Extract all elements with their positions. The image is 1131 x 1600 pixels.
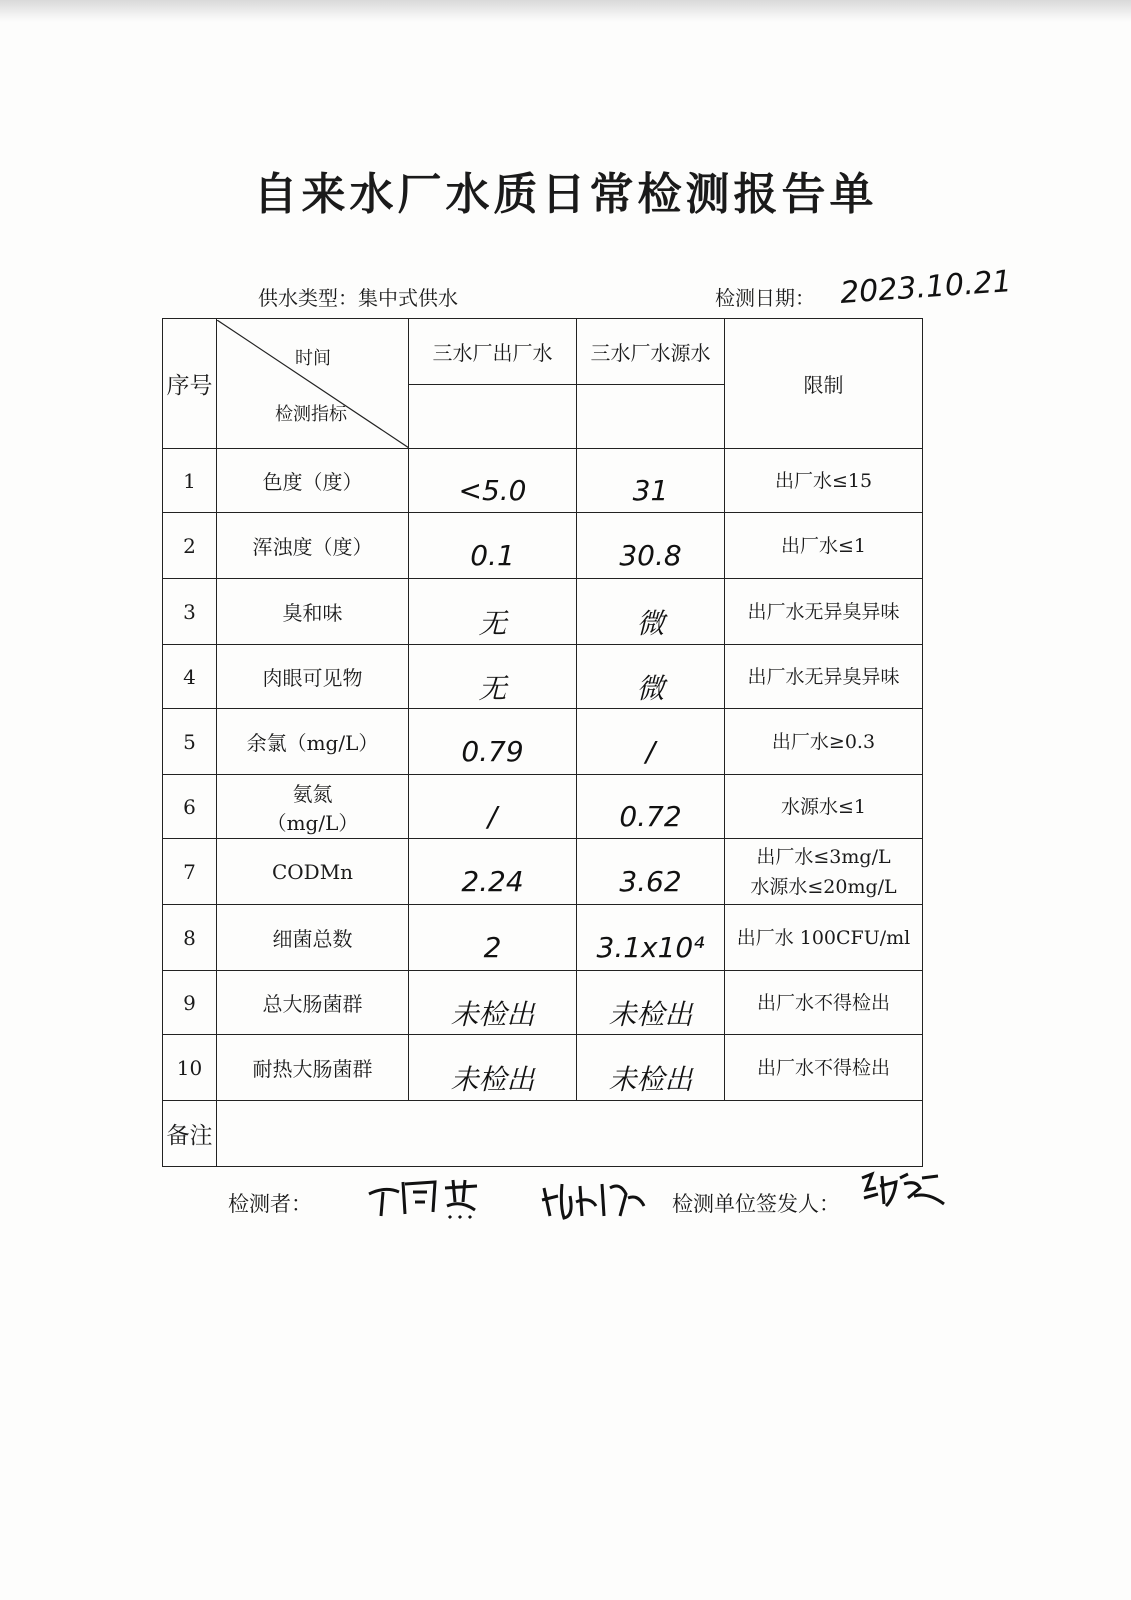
table-row <box>163 579 923 645</box>
indicator-name-line1: 总大肠菌群 <box>262 992 363 1016</box>
remarks-value <box>217 1101 923 1167</box>
indicator-name <box>217 775 409 839</box>
treated-water-value-text: 2.24 <box>461 865 524 898</box>
indicator-name <box>217 839 409 905</box>
row-number: 5 <box>163 709 217 775</box>
limit-cell <box>725 905 923 971</box>
treated-water-value <box>409 645 577 709</box>
row-number: 4 <box>163 645 217 709</box>
tester-label: 检测者： <box>228 1192 312 1216</box>
limit-cell <box>725 971 923 1035</box>
header-indicator: 检测指标 <box>275 403 347 425</box>
treated-water-value-text: / <box>487 800 498 833</box>
tester-signature-1 <box>365 1172 485 1231</box>
limit-cell <box>725 775 923 839</box>
row-number: 9 <box>163 971 217 1035</box>
limit-cell <box>725 1035 923 1101</box>
source-water-value <box>577 645 725 709</box>
treated-water-value-text: 未检出 <box>450 1062 535 1096</box>
indicator-name <box>217 579 409 645</box>
scan-edge-shadow <box>0 0 1131 22</box>
limit-line1: 出厂水 100CFU/ml <box>736 926 911 949</box>
source-water-value-text: 3.62 <box>619 865 682 898</box>
results-table <box>162 318 923 1167</box>
limit-line2: 水源水≤20mg/L <box>750 875 897 898</box>
treated-water-value-text: 0.1 <box>470 539 515 572</box>
header-seq: 序号 <box>163 319 217 449</box>
indicator-name <box>217 645 409 709</box>
row-number: 8 <box>163 905 217 971</box>
limit-line1: 出厂水无异臭异味 <box>747 600 900 623</box>
report-title: 自来水厂水质日常检测报告单 <box>253 169 878 220</box>
source-water-value <box>577 449 725 513</box>
indicator-name-line1: 余氯（mg/L） <box>246 731 379 755</box>
date-label: 检测日期： <box>715 286 815 310</box>
treated-water-value-text: 无 <box>478 606 507 640</box>
limit-cell <box>725 645 923 709</box>
source-water-value <box>577 905 725 971</box>
table-row <box>163 905 923 971</box>
indicator-name <box>217 449 409 513</box>
indicator-name <box>217 971 409 1035</box>
supply-type: 供水类型：集中式供水 <box>258 286 458 310</box>
row-number: 6 <box>163 775 217 839</box>
source-water-value <box>577 775 725 839</box>
treated-water-value <box>409 971 577 1035</box>
limit-cell <box>725 449 923 513</box>
source-water-value <box>577 513 725 579</box>
limit-cell <box>725 513 923 579</box>
limit-cell <box>725 579 923 645</box>
row-number: 3 <box>163 579 217 645</box>
header-col2-blank <box>577 385 725 449</box>
source-water-value <box>577 971 725 1035</box>
table-row <box>163 645 923 709</box>
indicator-name-line2: （mg/L） <box>266 810 359 835</box>
issuer-label: 检测单位签发人： <box>672 1192 840 1216</box>
header-limit: 限制 <box>725 319 923 449</box>
source-water-value-text: 微 <box>636 606 665 640</box>
limit-line1: 水源水≤1 <box>780 795 866 818</box>
table-row <box>163 449 923 513</box>
treated-water-value-text: 无 <box>478 671 507 705</box>
source-water-value-text: 微 <box>636 671 665 705</box>
remarks-label: 备注 <box>163 1101 217 1167</box>
table-row <box>163 513 923 579</box>
indicator-name-line1: 臭和味 <box>282 601 343 625</box>
treated-water-value-text: 2 <box>483 931 502 964</box>
tester-signature-2 <box>540 1176 650 1235</box>
treated-water-value <box>409 1035 577 1101</box>
source-water-value-text: 未检出 <box>608 997 693 1031</box>
indicator-name-line1: 氨氮 <box>292 781 333 806</box>
row-number: 2 <box>163 513 217 579</box>
source-water-value-text: 未检出 <box>608 1062 693 1096</box>
limit-line1: 出厂水无异臭异味 <box>747 665 900 688</box>
treated-water-value <box>409 905 577 971</box>
treated-water-value <box>409 579 577 645</box>
treated-water-value <box>409 709 577 775</box>
treated-water-value-text: 未检出 <box>450 997 535 1031</box>
indicator-name-line1: CODMn <box>271 859 354 884</box>
date-value: 2023.10.21 <box>838 264 1013 311</box>
header-col1-blank <box>409 385 577 449</box>
indicator-name-line1: 耐热大肠菌群 <box>252 1057 373 1081</box>
row-number: 1 <box>163 449 217 513</box>
table-row <box>163 775 923 839</box>
source-water-value <box>577 839 725 905</box>
limit-line1: 出厂水≥0.3 <box>771 730 876 753</box>
treated-water-value <box>409 839 577 905</box>
header-col2: 三水厂水源水 <box>577 319 725 385</box>
source-water-value-text: / <box>645 735 656 768</box>
issuer-signature <box>858 1168 948 1221</box>
source-water-value-text: 31 <box>632 474 669 507</box>
limit-line1: 出厂水≤15 <box>774 469 873 492</box>
indicator-name-line1: 浑浊度（度） <box>252 535 373 559</box>
row-number: 7 <box>163 839 217 905</box>
limit-line1: 出厂水≤1 <box>780 534 866 557</box>
table-row <box>163 971 923 1035</box>
treated-water-value <box>409 513 577 579</box>
source-water-value <box>577 709 725 775</box>
indicator-name-line1: 细菌总数 <box>272 927 353 951</box>
limit-cell <box>725 839 923 905</box>
table-row <box>163 709 923 775</box>
source-water-value-text: 30.8 <box>619 539 682 572</box>
limit-cell <box>725 709 923 775</box>
source-water-value <box>577 1035 725 1101</box>
indicator-name <box>217 1035 409 1101</box>
treated-water-value-text: <5.0 <box>458 474 527 507</box>
indicator-name-line1: 肉眼可见物 <box>262 666 363 690</box>
treated-water-value <box>409 449 577 513</box>
treated-water-value <box>409 775 577 839</box>
row-number: 10 <box>163 1035 217 1101</box>
indicator-name-line1: 色度（度） <box>262 470 363 494</box>
source-water-value-text: 3.1x10⁴ <box>596 931 705 964</box>
diagonal-line <box>217 320 409 448</box>
indicator-name <box>217 905 409 971</box>
limit-line1: 出厂水≤3mg/L <box>756 845 891 868</box>
treated-water-value-text: 0.79 <box>461 735 524 768</box>
table-row <box>163 839 923 905</box>
source-water-value <box>577 579 725 645</box>
limit-line1: 出厂水不得检出 <box>756 1056 890 1079</box>
header-col1: 三水厂出厂水 <box>409 319 577 385</box>
indicator-name <box>217 709 409 775</box>
source-water-value-text: 0.72 <box>619 800 682 833</box>
header-time: 时间 <box>295 347 331 369</box>
table-row <box>163 1035 923 1101</box>
limit-line1: 出厂水不得检出 <box>756 991 890 1014</box>
indicator-name <box>217 513 409 579</box>
header-diagonal-cell <box>217 319 409 449</box>
